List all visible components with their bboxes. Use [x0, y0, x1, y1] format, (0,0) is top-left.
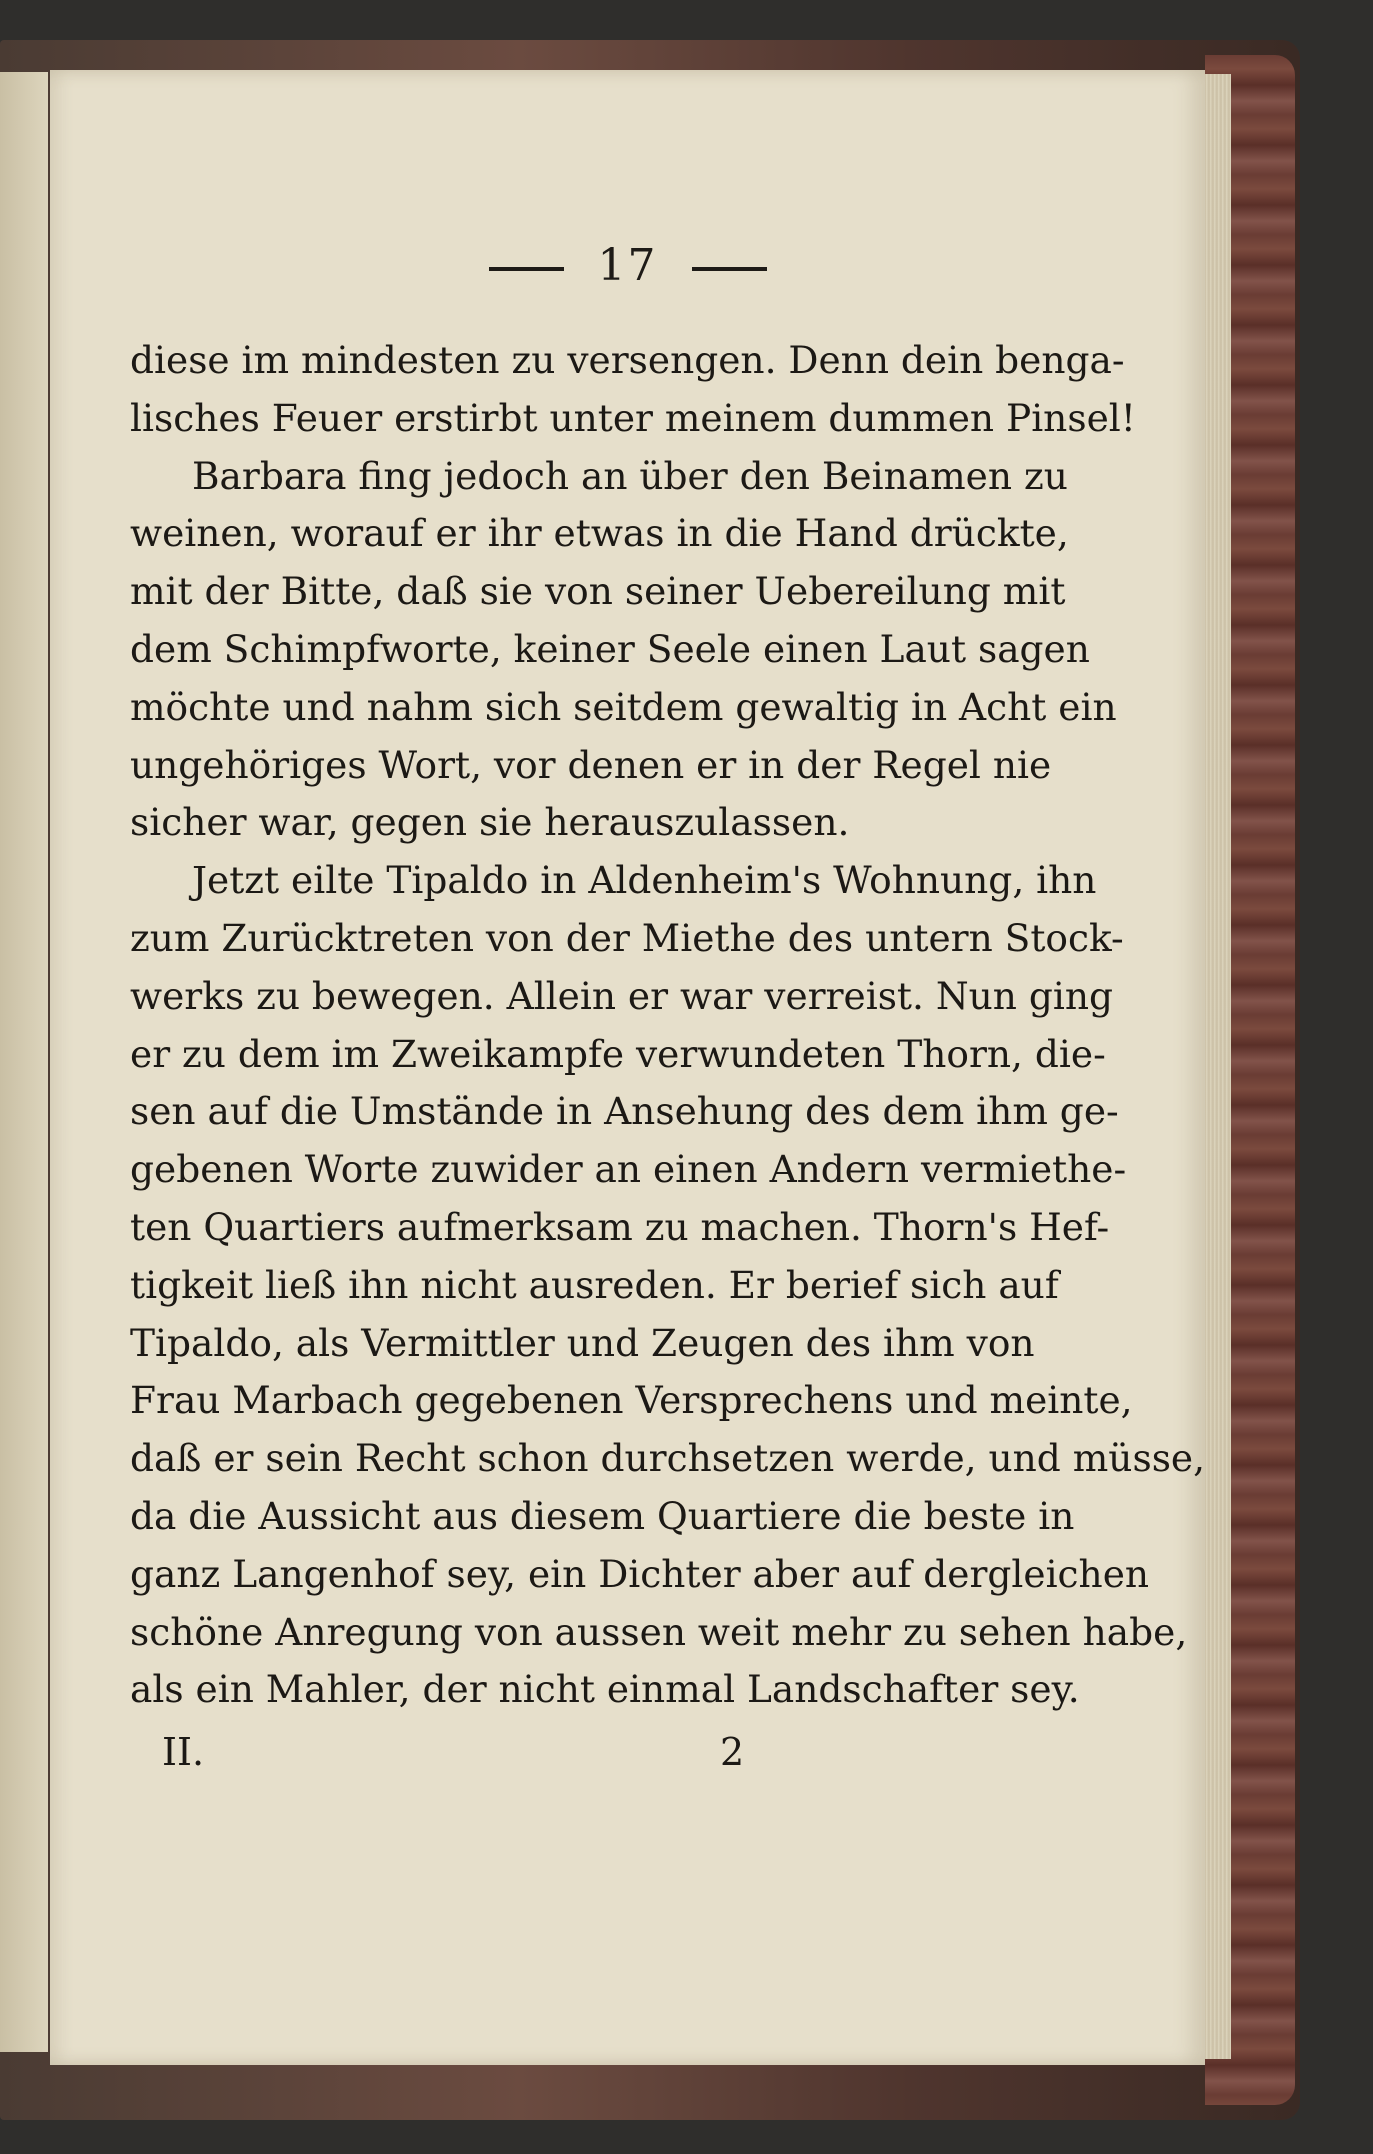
text-line: tigkeit ließ ihn nicht ausreden. Er berief sich auf: [130, 1262, 1059, 1307]
header-dash-left: [489, 267, 564, 271]
text-line: Frau Marbach gegebenen Versprechens und meinte,: [130, 1378, 1133, 1423]
text-line: diese im mindesten zu versengen. Denn dein benga-: [130, 338, 1125, 382]
text-line: Barbara fing jedoch an über den Beinamen zu: [192, 453, 1068, 498]
page-header: [50, 240, 1205, 291]
text-line: zum Zurücktreten von der Miethe des untern Stock-: [130, 915, 1124, 960]
page-stack-edge: [1203, 74, 1231, 2059]
text-line: ganz Langenhof sey, ein Dichter aber auf dergleichen: [130, 1551, 1150, 1596]
facing-page-edge: [0, 72, 48, 2052]
text-line: als ein Mahler, der nicht einmal Landschafter sey.: [130, 1667, 1080, 1712]
text-line: daß er sein Recht schon durchsetzen werde, und müsse,: [130, 1436, 1206, 1481]
text-line: mit der Bitte, daß sie von seiner Uebereilung mit: [130, 569, 1066, 614]
page-number: 17: [597, 240, 658, 291]
text-line: Tipaldo, als Vermittler und Zeugen des ihm von: [130, 1320, 1035, 1365]
text-line: weinen, worauf er ihr etwas in die Hand drückte,: [130, 511, 1069, 556]
signature-mark: II.: [162, 1730, 205, 1774]
text-line: sicher war, gegen sie herauszulassen.: [130, 800, 850, 845]
text-line: möchte und nahm sich seitdem gewaltig in Acht ein: [130, 684, 1117, 729]
book-page: [50, 70, 1205, 2065]
text-line: da die Aussicht aus diesem Quartiere die beste in: [130, 1493, 1075, 1538]
page-body: [130, 332, 1206, 1719]
text-line: schöne Anregung von aussen weit mehr zu sehen habe,: [130, 1609, 1188, 1654]
text-line: lisches Feuer erstirbt unter meinem dummen Pinsel!: [130, 395, 1136, 440]
text-line: Jetzt eilte Tipaldo in Aldenheim's Wohnung, ihn: [192, 858, 1097, 903]
text-line: gebenen Worte zuwider an einen Andern vermiethe-: [130, 1147, 1127, 1192]
text-line: ungehöriges Wort, vor denen er in der Regel nie: [130, 742, 1052, 787]
folio-number: 2: [720, 1730, 745, 1774]
text-line: ten Quartiers aufmerksam zu machen. Thorn's Hef-: [130, 1204, 1110, 1249]
text-line: werks zu bewegen. Allein er war verreist. Nun ging: [130, 973, 1114, 1018]
text-line: dem Schimpfworte, keiner Seele einen Laut sagen: [130, 626, 1090, 671]
header-dash-right: [692, 267, 767, 271]
text-line: sen auf die Umstände in Ansehung des dem ihm ge-: [130, 1089, 1119, 1134]
text-line: er zu dem im Zweikampfe verwundeten Thorn, die-: [130, 1031, 1106, 1076]
